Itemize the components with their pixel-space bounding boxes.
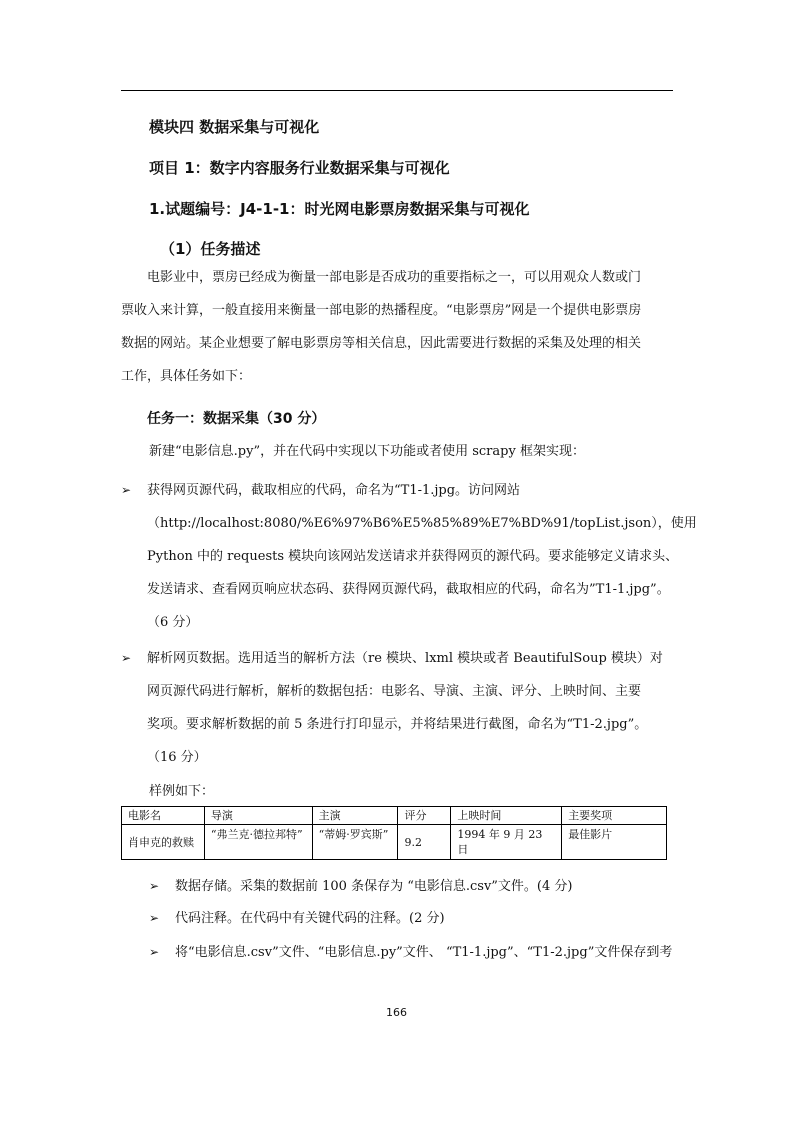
sample-label: 样例如下： xyxy=(149,784,215,799)
page-number: 166 xyxy=(386,1006,407,1019)
project-heading: 项目 1：数字内容服务行业数据采集与可视化 xyxy=(149,159,450,177)
bullet-line: （http://localhost:8080/%E6%97%B6%E5%85%89%E7%BD%91/topList.json），使用 xyxy=(147,516,697,531)
section-heading: （1）任务描述 xyxy=(160,240,261,258)
bullet-line: （16 分） xyxy=(147,750,207,765)
table-header-cell: 电影名 xyxy=(122,807,205,825)
table-cell: 1994 年 9 月 23 日 xyxy=(451,825,562,860)
table-cell: “弗兰克·德拉邦特” xyxy=(204,825,312,860)
intro-line: 电影业中，票房已经成为衡量一部电影是否成功的重要指标之一，可以用观众人数或门 xyxy=(147,270,642,285)
bullet-item xyxy=(149,942,672,963)
sample-table xyxy=(121,806,667,860)
arrow-bullet-icon: ➢ xyxy=(121,483,132,497)
bullet-item xyxy=(149,908,445,929)
question-heading: 1.试题编号：J4-1-1：时光网电影票房数据采集与可视化 xyxy=(149,200,530,218)
table-cell: 肖申克的救赎 xyxy=(122,825,205,860)
bullet-item xyxy=(149,876,572,897)
table-header-row xyxy=(122,807,667,825)
table-header-cell: 主演 xyxy=(312,807,398,825)
arrow-bullet-icon: ➢ xyxy=(121,651,132,665)
bullet-text: 数据存储。采集的数据前 100 条保存为 “电影信息.csv”文件。(4 分) xyxy=(175,879,573,894)
task1-intro: 新建“电影信息.py”，并在代码中实现以下功能或者使用 scrapy 框架实现： xyxy=(149,444,585,459)
module-heading: 模块四 数据采集与可视化 xyxy=(149,118,320,136)
header-rule xyxy=(121,90,673,91)
bullet-line: 解析网页数据。选用适当的解析方法（re 模块、lxml 模块或者 BeautifulSoup 模块）对 xyxy=(147,651,663,666)
bullet-line: （6 分） xyxy=(147,615,199,630)
bullet-line: 发送请求、查看网页响应状态码、获得网页源代码，截取相应的代码，命名为”T1-1.jpg”。 xyxy=(147,582,670,597)
table-header-cell: 主要奖项 xyxy=(562,807,667,825)
bullet-text: 代码注释。在代码中有关键代码的注释。(2 分) xyxy=(175,911,445,926)
bullet-line: 奖项。要求解析数据的前 5 条进行打印显示，并将结果进行截图，命名为“T1-2.jpg”。 xyxy=(147,717,648,732)
bullet-line: 获得网页源代码，截取相应的代码，命名为“T1-1.jpg。访问网站 xyxy=(147,483,521,498)
bullet-line: Python 中的 requests 模块向该网站发送请求并获得网页的源代码。要求能够定义请求头、 xyxy=(147,549,679,564)
intro-line: 工作，具体任务如下： xyxy=(121,369,252,384)
table-cell: 9.2 xyxy=(398,825,451,860)
intro-line: 数据的网站。某企业想要了解电影票房等相关信息，因此需要进行数据的采集及处理的相关 xyxy=(121,336,642,351)
arrow-bullet-icon: ➢ xyxy=(149,879,160,893)
table-row xyxy=(122,825,667,860)
table-header-cell: 上映时间 xyxy=(451,807,562,825)
arrow-bullet-icon: ➢ xyxy=(149,945,160,959)
table-header-cell: 导演 xyxy=(204,807,312,825)
intro-line: 票收入来计算，一般直接用来衡量一部电影的热播程度。“电影票房”网是一个提供电影票房 xyxy=(121,303,642,318)
table-header-cell: 评分 xyxy=(398,807,451,825)
task1-title: 任务一：数据采集（30 分） xyxy=(147,411,326,427)
intro-paragraph xyxy=(121,261,681,393)
bullet-line: 网页源代码进行解析，解析的数据包括：电影名、导演、主演、评分、上映时间、主要 xyxy=(147,684,642,699)
arrow-bullet-icon: ➢ xyxy=(149,911,160,925)
table-cell: 最佳影片 xyxy=(562,825,667,860)
bullet-text: 将“电影信息.csv”文件、“电影信息.py”文件、 “T1-1.jpg”、“T1-2.jpg”文件保存到考 xyxy=(175,945,673,960)
table-cell: “蒂姆·罗宾斯” xyxy=(312,825,398,860)
